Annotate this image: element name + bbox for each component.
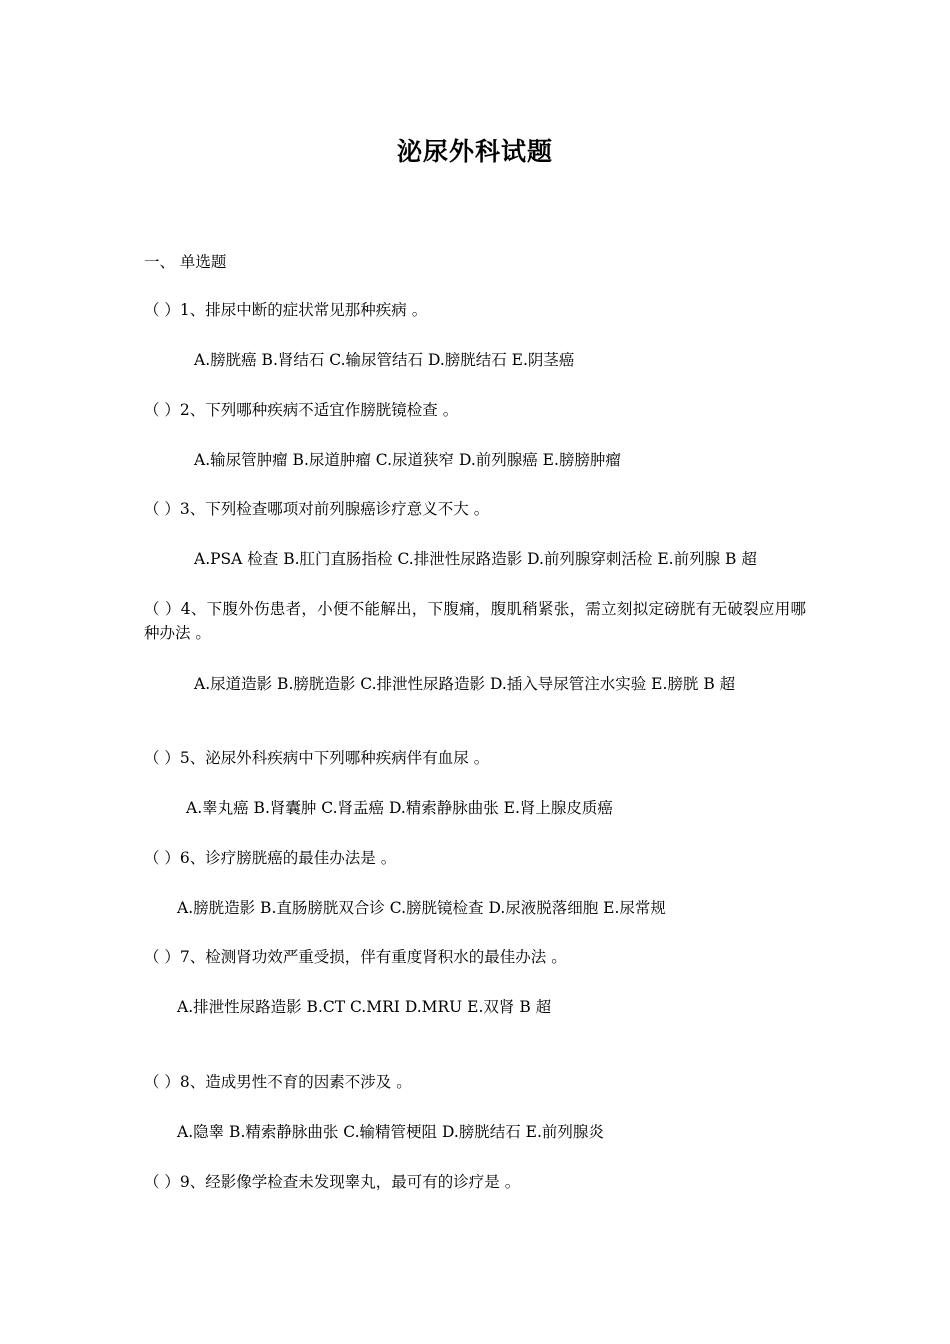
question-4-stem: （ ）4、下腹外伤患者，小便不能解出，下腹痛，腹肌稍紧张，需立刻拟定磅胱有无破裂应用哪种办法 。 bbox=[144, 600, 806, 642]
question-6-stem: （ ）6、诊疗膀胱癌的最佳办法是 。 bbox=[144, 849, 397, 867]
question-6-options: A.膀胱造影 B.直肠膀胱双合诊 C.膀胱镜检查 D.尿液脱落细胞 E.尿常规 bbox=[177, 899, 666, 917]
question-4-options: A.尿道造影 B.膀胱造影 C.排泄性尿路造影 D.插入导尿管注水实验 E.膀胱 B 超 bbox=[194, 675, 736, 693]
question-2-options: A.输尿管肿瘤 B.尿道肿瘤 C.尿道狭窄 D.前列腺癌 E.膀膀肿瘤 bbox=[194, 451, 621, 469]
question-8-options: A.隐睾 B.精索静脉曲张 C.输精管梗阻 D.膀胱结石 E.前列腺炎 bbox=[177, 1123, 604, 1141]
question-7-stem: （ ）7、检测肾功效严重受损，伴有重度肾积水的最佳办法 。 bbox=[144, 948, 567, 966]
section-heading: 一、 单选题 bbox=[144, 253, 227, 271]
document-title: 泌尿外科试题 bbox=[396, 137, 553, 166]
question-1-options: A.膀胱癌 B.肾结石 C.输尿管结石 D.膀胱结石 E.阴茎癌 bbox=[194, 351, 575, 369]
question-3-options: A.PSA 检查 B.肛门直肠指检 C.排泄性尿路造影 D.前列腺穿刺活检 E.前列腺 B 超 bbox=[194, 550, 757, 568]
question-2-stem: （ ）2、下列哪种疾病不适宜作膀胱镜检查 。 bbox=[144, 401, 459, 419]
question-3-stem: （ ）3、下列检查哪项对前列腺癌诊疗意义不大 。 bbox=[144, 500, 490, 518]
question-9-stem: （ ）9、经影像学检查未发现睾丸，最可有的诊疗是 。 bbox=[144, 1173, 521, 1191]
question-1-stem: （ ）1、排尿中断的症状常见那种疾病 。 bbox=[144, 301, 428, 319]
question-7-options: A.排泄性尿路造影 B.CT C.MRI D.MRU E.双肾 B 超 bbox=[177, 998, 552, 1016]
question-8-stem: （ ）8、造成男性不育的因素不涉及 。 bbox=[144, 1073, 412, 1091]
question-5-options: A.睾丸癌 B.肾囊肿 C.肾盂癌 D.精索静脉曲张 E.肾上腺皮质癌 bbox=[186, 799, 613, 817]
question-5-stem: （ ）5、泌尿外科疾病中下列哪种疾病伴有血尿 。 bbox=[144, 749, 490, 767]
